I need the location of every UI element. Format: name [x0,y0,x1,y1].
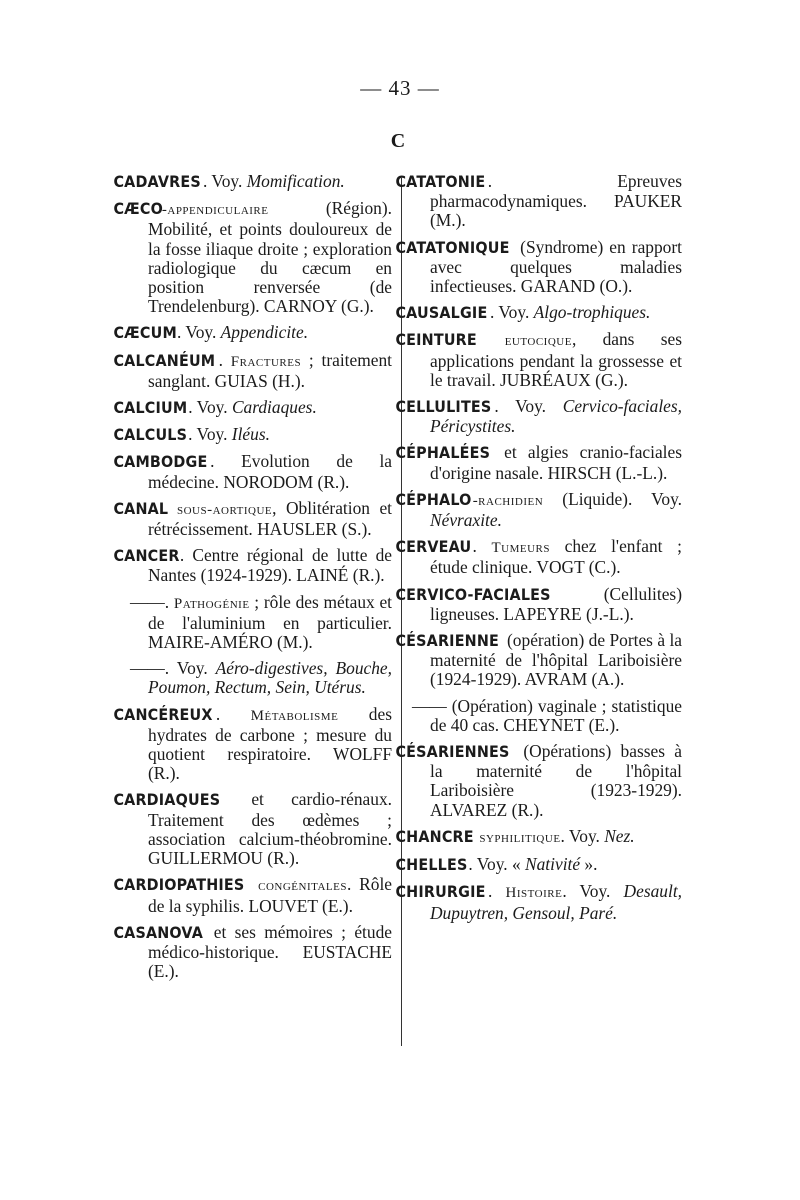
index-entry [395,171,682,231]
entry-headword: CALCULS [113,426,188,445]
index-entry [395,741,682,820]
entry-text: eutocique [478,333,572,350]
entry-headword: CANCÉREUX [113,705,213,724]
entry-text: Métabolisme [250,707,339,724]
entry-text: ; rôle des métaux et de l'aluminium en particulier. MAIRE-AMÉRO (M.). [148,591,393,653]
index-entry [113,349,392,391]
entry-headword: CAUSALGIE [395,304,488,323]
entry-text: et cardio-rénaux. Traitement des œdèmes ; association calcium-théobromine. GUILLERMOU (R.). [148,789,392,869]
index-entry [395,236,682,297]
entry-text: . [218,349,231,370]
index-entry [113,424,392,445]
entry-headword: CARDIAQUES [113,791,221,810]
entry-text: (Région). Mobilité, et points douloureux de la fosse iliaque droite ; exploration radiologique du cæcum en position renversée (de Trendelenburg). CARNOY (G.). [148,198,392,317]
entry-text: , Oblitération et rétrécissement. HAUSLER (S.). [148,497,392,540]
entry-text: des hydrates de carbone ; mesure du quotient respiratoire. WOLFF (R.). [148,703,392,784]
entry-text: . Voy. [188,424,232,445]
entry-text: (Liquide). Voy. [543,488,682,509]
index-entry [395,583,682,624]
index-entry [113,789,392,869]
entry-headword: CERVEAU [395,538,472,557]
entry-text: sous-aortique [167,501,273,518]
entry-text: ——. [130,591,174,612]
entry-text: syphilitique [475,829,561,846]
entry-headword: CHIRURGIE [395,883,486,902]
entry-text: Pathogénie [173,595,250,612]
entry-text: . [215,703,251,724]
entry-reference: Nativité [525,854,581,875]
right-column [395,171,682,930]
entry-reference: Appendicite. [220,322,309,343]
index-entry [395,488,682,531]
index-entry [113,874,392,916]
index-entry [395,536,682,578]
page-number: — 43 — [360,76,440,100]
entry-text: . Rôle de la syphilis. LOUVET (E.). [148,874,392,916]
index-entry [113,921,392,982]
index-entry [395,881,682,923]
entry-text: (Opérations) basses à la maternité de l'hôpital Lariboisière (1923-1929). ALVAREZ (R.). [430,741,682,820]
entry-headword: CÆCO [113,200,164,219]
entry-reference: Cardiaques. [231,397,317,418]
index-entry [113,545,392,586]
entry-text: . Voy. « [468,854,526,875]
entry-reference: Algo-trophiques. [533,302,651,323]
entry-text: -appendiculaire [161,202,269,219]
entry-headword: CÆCUM [113,324,177,343]
entry-text: . Evolution de la médecine. NORODOM (R.). [148,451,392,492]
index-entry [395,329,682,390]
entry-text: (Cellulites) ligneuses. LAPEYRE (J.-L.). [430,583,682,624]
entry-reference: Desault, Dupuytren, Gensoul, Paré. [430,881,682,923]
entry-headword: CÉSARIENNES [395,743,510,762]
entry-text: . Voy. [188,397,232,418]
index-entry [395,854,682,875]
index-entry [113,322,392,343]
index-entry [113,171,392,192]
entry-headword: CELLULITES [395,398,492,417]
entry-reference: Iléus. [231,424,270,445]
entry-headword: CAMBODGE [113,453,208,472]
entry-text: . Centre régional de lutte de Nantes (1924-1929). LAINÉ (R.). [148,545,392,586]
entry-headword: CASANOVA [113,923,204,942]
index-entry [113,397,392,418]
entry-text: Tumeurs [491,540,550,557]
entry-text: . Voy. [177,322,221,343]
entry-text: et algies cranio-faciales d'origine nasale. HIRSCH (L.-L.). [430,442,682,483]
entry-text: . Voy. [560,825,605,846]
entry-text: -rachidien [472,492,544,509]
entry-text: (opération) de Portes à la maternité de l'hôpital Lariboisière (1924-1929). AVRAM (A.). [430,630,682,690]
entry-headword: CANAL [113,499,169,518]
entry-text: ——. Voy. [130,658,216,679]
index-entry [113,198,392,317]
index-entry [130,659,392,697]
index-entry [412,697,682,735]
index-entry [395,630,682,690]
index-entry [113,451,392,492]
entry-text: . Epreuves pharmacodynamiques. PAUKER (M.). [430,171,682,231]
entry-text: chez l'enfant ; étude clinique. VOGT (C.). [430,536,682,578]
entry-text: . Voy. [562,881,624,902]
entry-headword: CADAVRES [113,173,201,191]
section-letter: C [390,130,406,152]
entry-reference: Aéro-digestives, Bouche, Poumon, Rectum, Sein, Utérus. [148,658,393,698]
entry-reference: Momification. [246,171,345,191]
entry-text: . Voy. [203,171,247,191]
entry-text: . [472,536,492,557]
index-entry [130,593,392,653]
index-entry [395,825,682,848]
entry-headword: CANCER [113,547,180,566]
entry-headword: CALCANÉUM [113,351,216,370]
entry-headword: CATATONIE [395,173,486,191]
entry-headword: CÉPHALÉES [395,444,491,463]
entry-text: Histoire [505,885,563,902]
entry-headword: CERVICO-FACIALES [395,585,551,604]
index-entry [113,703,392,784]
entry-text: congénitales [250,878,347,895]
entry-reference: Nez. [604,825,635,846]
entry-text: . Voy. [494,396,563,417]
entry-text: Fractures [230,353,302,370]
entry-headword: CHELLES [395,856,468,875]
entry-text: (Syndrome) en rapport avec quelques maladies infectieuses. GARAND (O.). [430,236,682,297]
entry-text: ». [580,854,598,875]
entry-text: , dans ses applications pendant la grossesse et le travail. JUBRÉAUX (G.). [430,329,682,390]
entry-text: . Voy. [489,302,534,323]
entry-reference: Névraxite. [430,510,502,531]
entry-headword: CATATONIQUE [395,238,510,257]
left-column [113,171,393,988]
index-entry [395,396,682,437]
index-entry [395,442,682,483]
entry-text: —— (Opération) vaginale ; statistique de 40 cas. CHEYNET (E.). [412,695,682,735]
index-entry [113,497,392,540]
entry-headword: CHANCRE [395,827,474,846]
entry-text: et ses mémoires ; étude médico-historique. EUSTACHE (E.). [148,921,392,982]
entry-headword: CÉSARIENNE [395,632,500,651]
entry-text: ; traitement sanglant. GUIAS (H.). [148,349,392,391]
index-entry [395,302,682,323]
entry-headword: CALCIUM [113,399,188,418]
entry-headword: CARDIOPATHIES [113,876,245,895]
entry-reference: Cervico-faciales, Péricystites. [430,396,682,437]
entry-headword: CEINTURE [395,331,477,350]
entry-text: . [488,881,506,902]
entry-headword: CÉPHALO [395,490,472,509]
